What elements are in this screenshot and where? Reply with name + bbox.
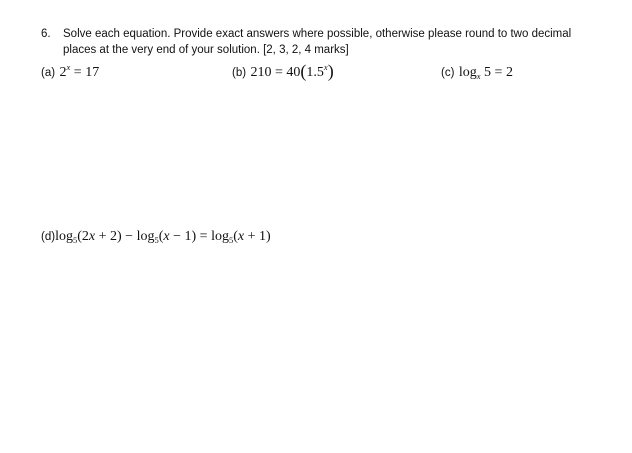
part-d-log-base-2: 5: [154, 235, 159, 245]
part-b-close-paren: ): [327, 61, 334, 81]
part-b-inner-base: 1.5: [306, 65, 324, 80]
part-d: [41, 227, 271, 245]
part-a-base: 2: [59, 65, 67, 80]
part-d-term1-tail: + 2): [95, 229, 122, 244]
part-d-label: (d): [41, 231, 56, 243]
part-c-log: log: [458, 65, 477, 80]
part-d-log-3: log: [211, 229, 229, 244]
part-b: [232, 61, 334, 81]
part-a-exponent: x: [66, 62, 71, 72]
part-d-term3-lead: (: [233, 229, 238, 244]
part-c-log-base: x: [476, 71, 481, 81]
part-d-log-base-3: 5: [228, 235, 234, 245]
part-c-equation: [459, 65, 513, 80]
question-number: 6.: [41, 28, 51, 40]
part-d-term3-tail: + 1): [244, 229, 271, 244]
part-d-term3-var: x: [237, 229, 245, 244]
part-d-log-2: log: [136, 229, 155, 244]
part-d-term1-var: x: [88, 229, 96, 244]
part-d-term1-lead: (2: [77, 229, 89, 244]
part-b-open-paren: (: [300, 61, 307, 81]
part-c-arg-rhs: 5 = 2: [484, 65, 513, 80]
part-d-equation: [55, 229, 271, 244]
part-d-equals: =: [196, 229, 212, 244]
question-instruction-line-1: Solve each equation. Provide exact answers where possible, otherwise please round to two decimal: [63, 28, 572, 40]
part-a-label: (a): [41, 67, 56, 79]
part-b-equation: [250, 61, 334, 81]
question-instruction-line-2: places at the very end of your solution. [2, 3, 2, 4 marks]: [63, 44, 349, 56]
part-a-equation: [59, 62, 100, 80]
part-b-label: (b): [232, 67, 247, 79]
part-c-label: (c): [441, 67, 455, 79]
part-b-lhs: 210 = 40: [250, 65, 301, 80]
part-d-log-1: log: [55, 229, 73, 244]
part-d-term2-tail: − 1): [169, 229, 197, 244]
part-d-minus: −: [121, 229, 137, 244]
part-d-log-base-1: 5: [72, 235, 78, 245]
part-a: [41, 63, 99, 81]
part-a-rhs: = 17: [73, 65, 100, 80]
part-d-term2-var: x: [163, 229, 170, 244]
part-d-term2-lead: (: [158, 229, 164, 244]
part-c: [441, 63, 513, 81]
part-b-inner-exponent: x: [323, 62, 328, 72]
